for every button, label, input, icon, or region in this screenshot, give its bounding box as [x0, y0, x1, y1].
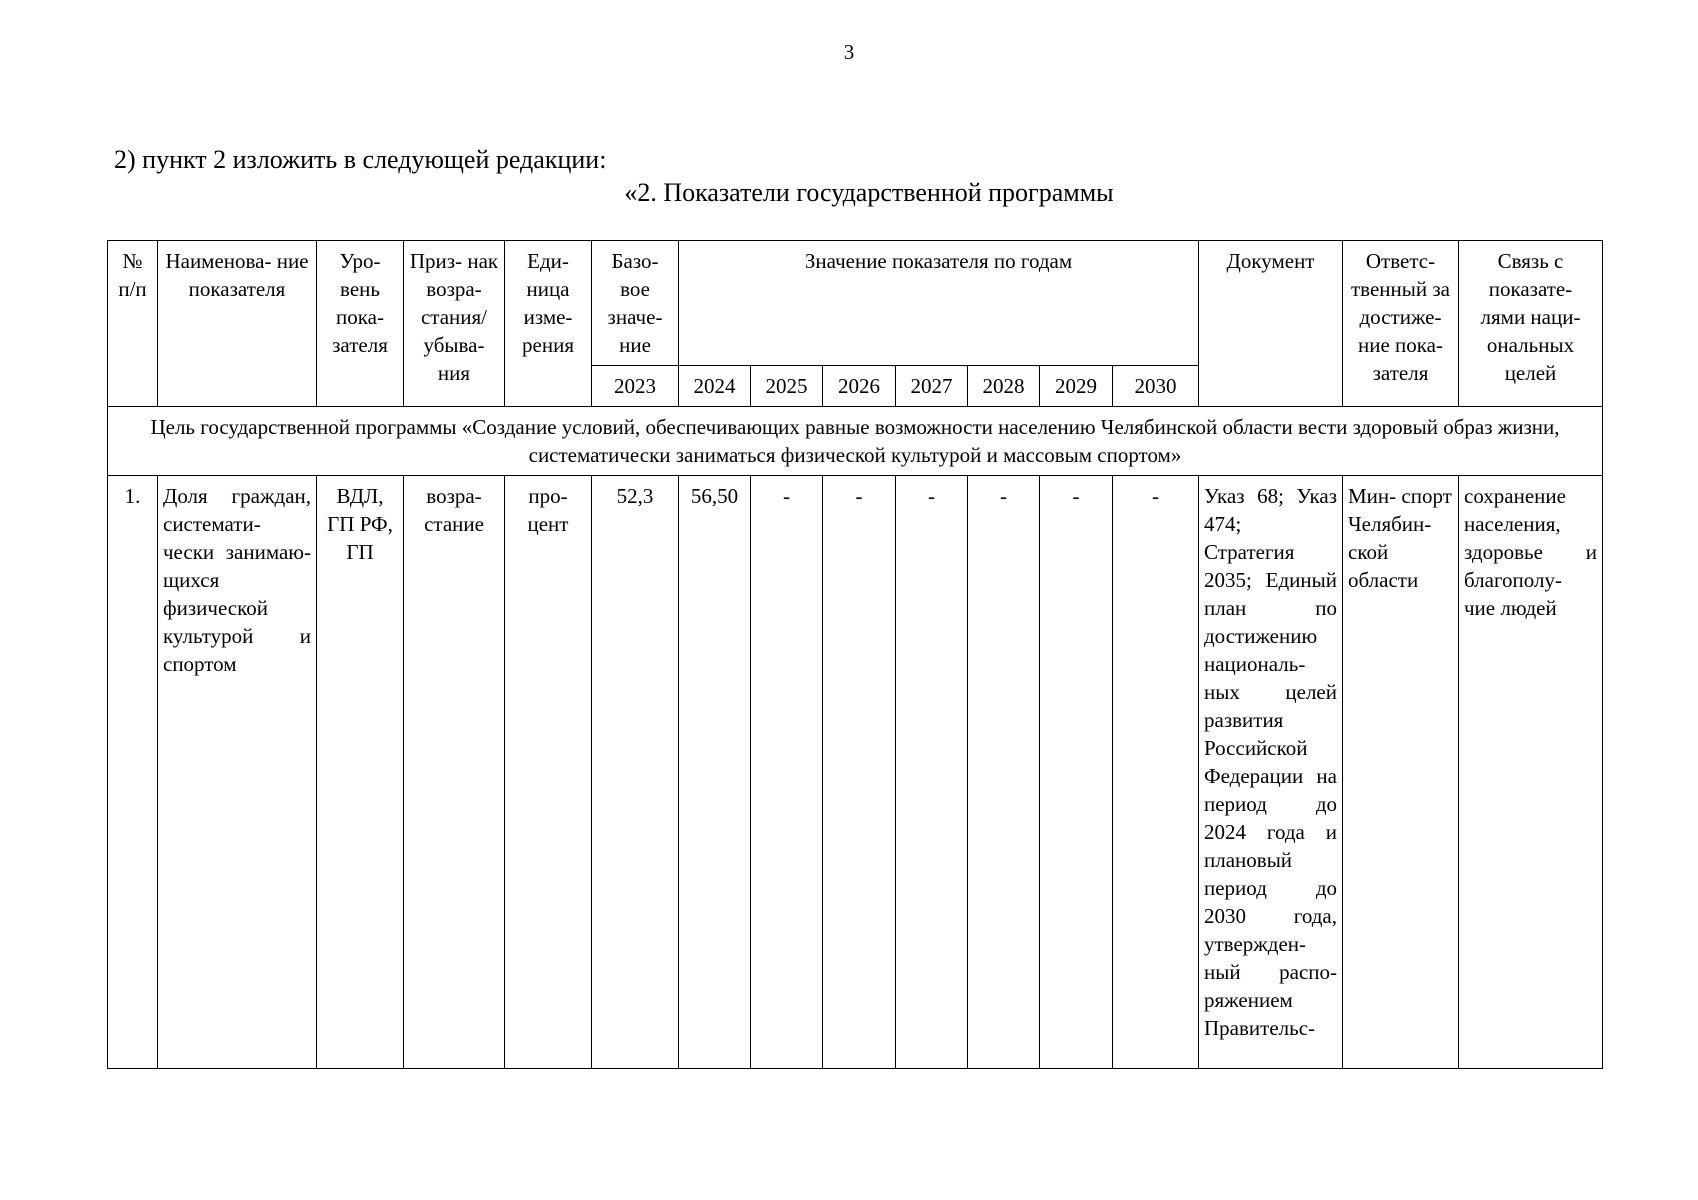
row-num: 1. [108, 476, 158, 1069]
row-base-2023: 52,3 [592, 476, 679, 1069]
header-level: Уро- вень пока- зателя [317, 241, 404, 407]
header-num: № п/п [108, 241, 158, 407]
intro-text: 2) пункт 2 изложить в следующей редакции: [114, 145, 607, 174]
year-2030: 2030 [1113, 366, 1199, 407]
goal-text: Цель государственной программы «Создание условий, обеспечивающих равные возможности населению Челябинской области вести здоровый образ жизни, систематически заниматься физической культурой и массовым спортом» [108, 407, 1603, 476]
year-2024: 2024 [679, 366, 751, 407]
year-2029: 2029 [1040, 366, 1113, 407]
year-2026: 2026 [823, 366, 896, 407]
row-value-2028: - [968, 476, 1040, 1069]
row-value-2025: - [751, 476, 823, 1069]
header-name: Наименова- ние показателя [158, 241, 317, 407]
row-value-2029: - [1040, 476, 1113, 1069]
goal-row [108, 407, 1603, 476]
row-trend: возра- стание [404, 476, 505, 1069]
row-level: ВДЛ, ГП РФ, ГП [317, 476, 404, 1069]
header-values-by-year: Значение показателя по годам [679, 241, 1199, 366]
header-row [108, 241, 1603, 366]
header-responsible: Ответс- твенный за достиже- ние пока- зателя [1343, 241, 1459, 407]
year-2028: 2028 [968, 366, 1040, 407]
table-row [108, 476, 1603, 1069]
row-value-2024: 56,50 [679, 476, 751, 1069]
row-responsible: Мин- спорт Челябин- ской области [1343, 476, 1459, 1069]
row-value-2026: - [823, 476, 896, 1069]
header-trend: Приз- нак возра- стания/ убыва- ния [404, 241, 505, 407]
year-2023: 2023 [592, 366, 679, 407]
header-document: Документ [1199, 241, 1343, 407]
header-unit: Еди- ница изме- рения [505, 241, 592, 407]
section-heading: «2. Показатели государственной программы [624, 178, 1114, 207]
row-document: Указ 68; Указ 474; Стратегия 2035; Единый план по достижению националь- ных целей развития Российской Федерации на период до 2024 года и плановый период до 2030 года, утвержден- ный распо- ряжением Правительс- [1199, 476, 1343, 1069]
header-link: Связь с показате- лями наци- ональных целей [1459, 241, 1603, 407]
indicators-table [107, 240, 1603, 1069]
row-value-2027: - [896, 476, 968, 1069]
header-base: Базо- вое значе- ние [592, 241, 679, 366]
year-2027: 2027 [896, 366, 968, 407]
row-value-2030: - [1113, 476, 1199, 1069]
row-link: сохранение населения, здоровье и благополу- чие людей [1459, 476, 1603, 1069]
row-unit: про- цент [505, 476, 592, 1069]
row-name: Доля граждан, системати- чески занимаю- щихся физической культурой и спортом [158, 476, 317, 1069]
page-number: 3 [843, 40, 855, 64]
year-2025: 2025 [751, 366, 823, 407]
